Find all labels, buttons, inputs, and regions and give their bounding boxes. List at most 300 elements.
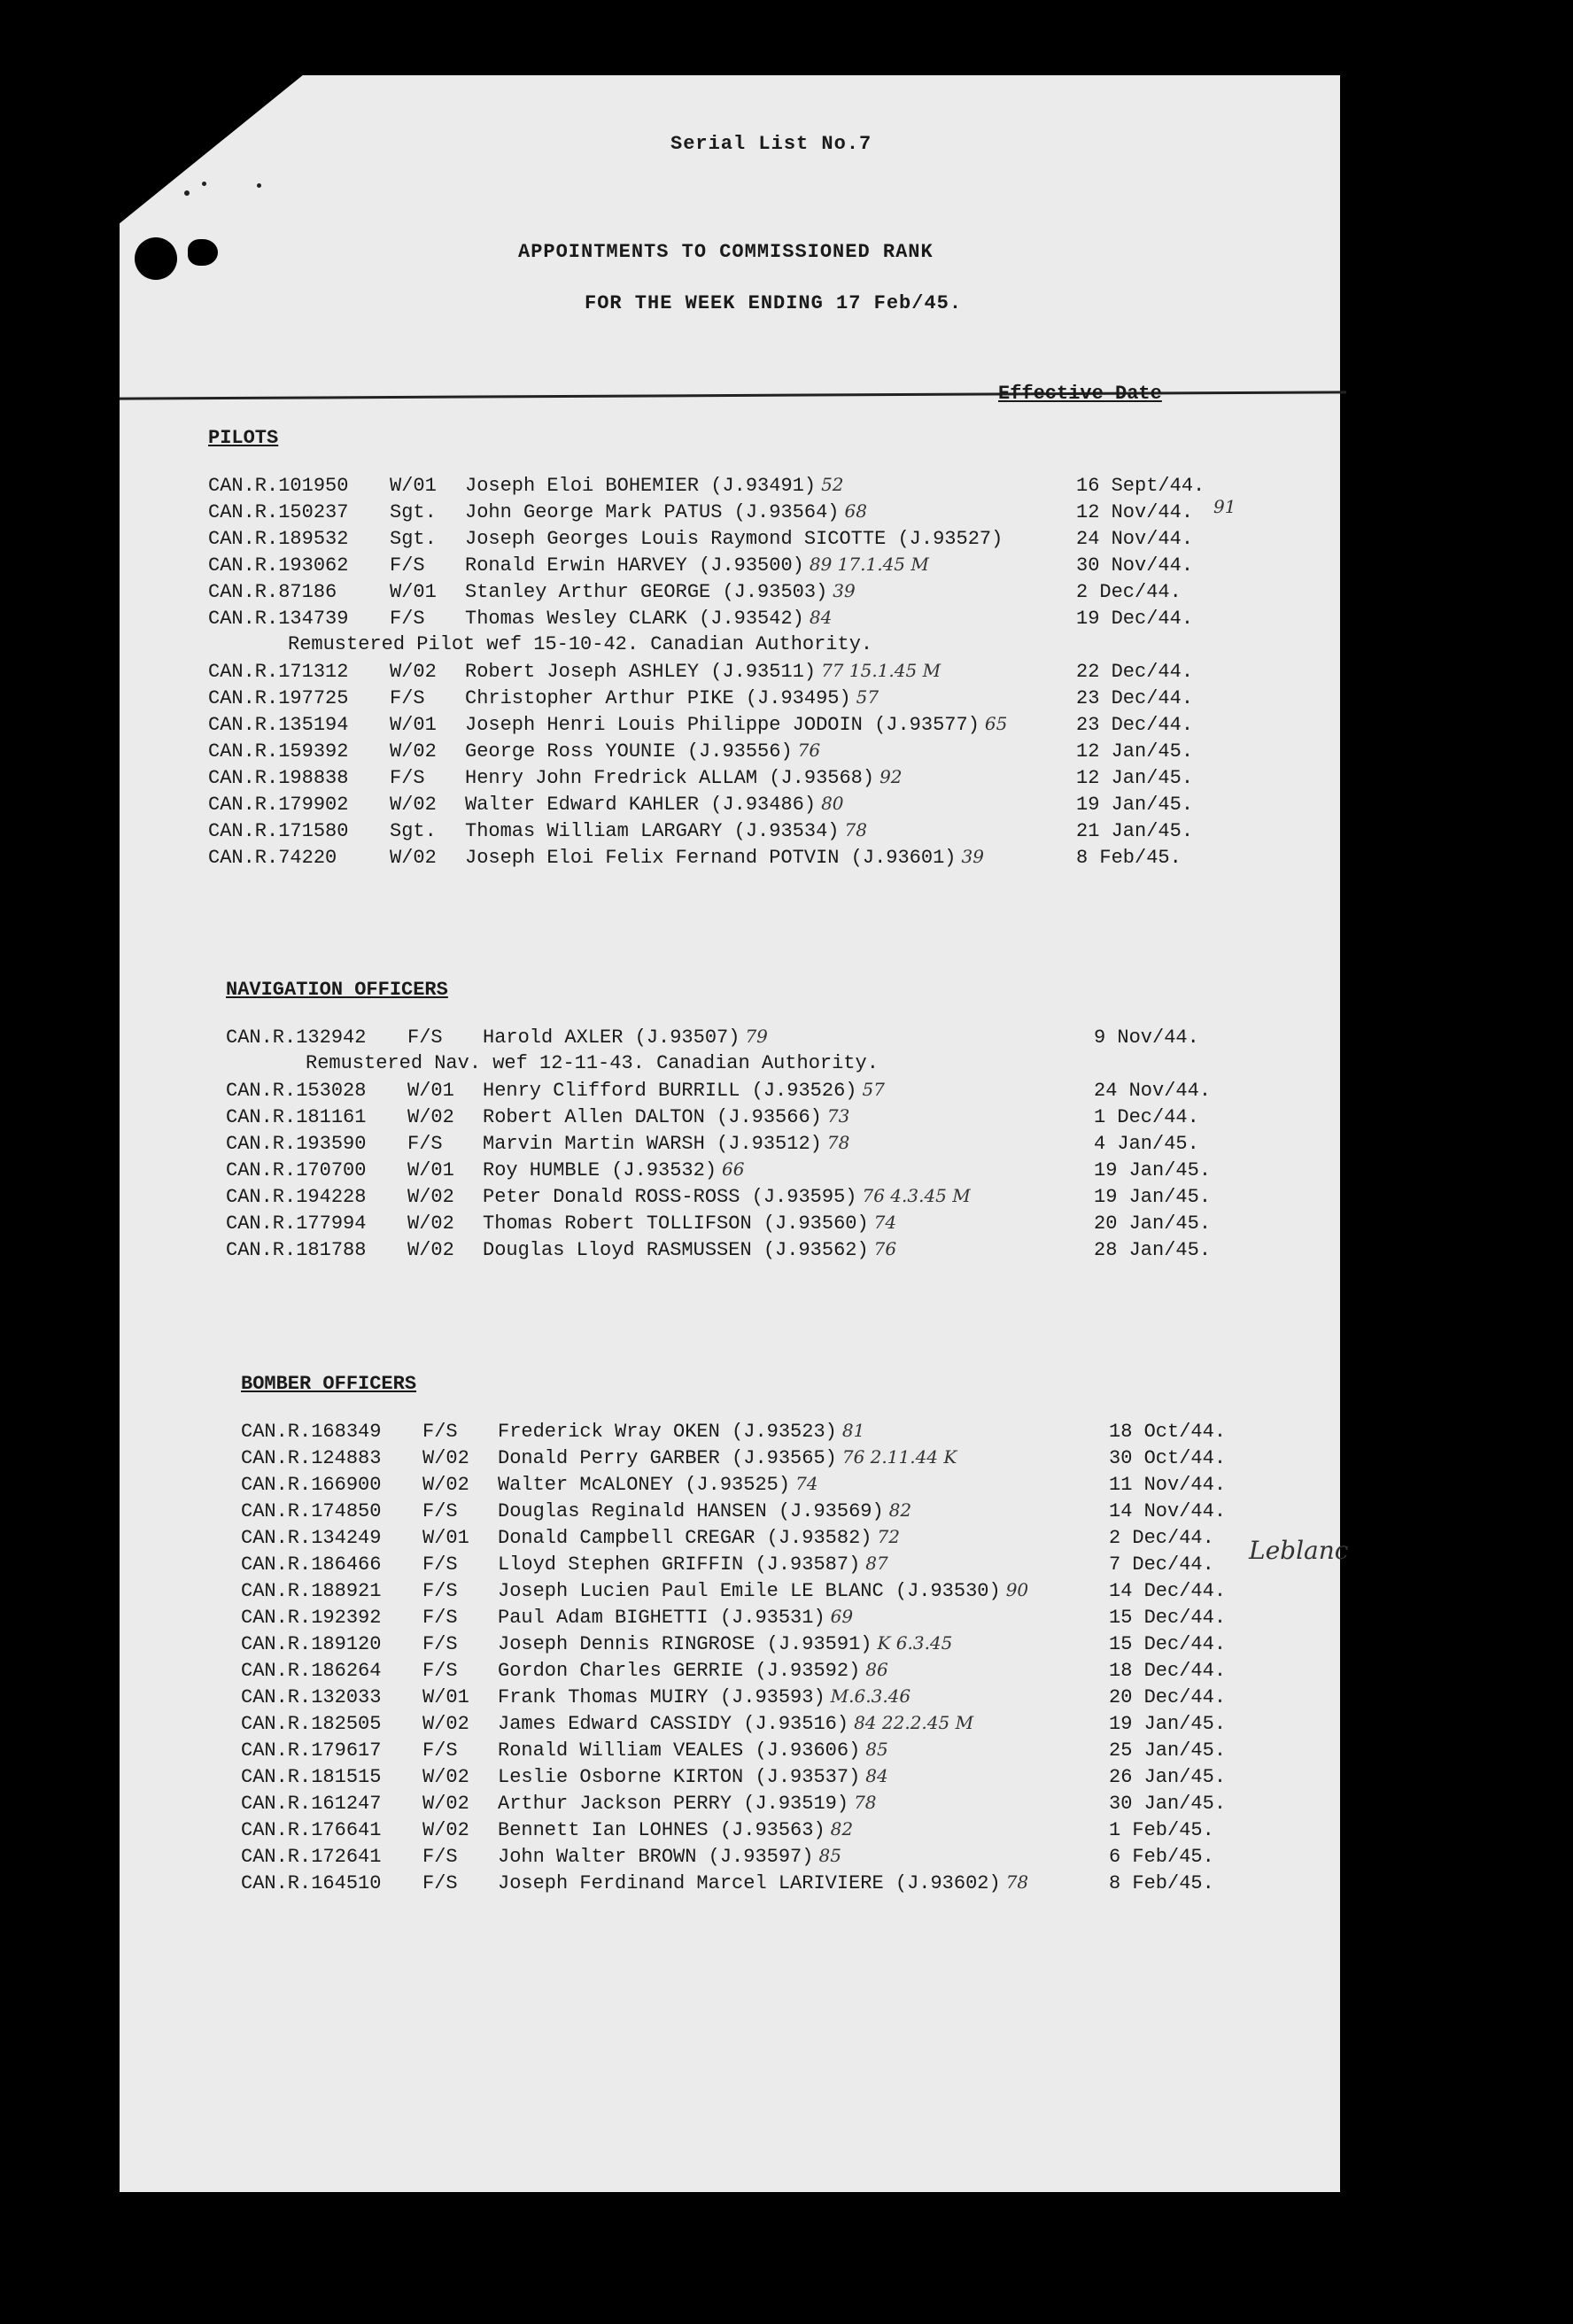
effective-date: 9 Nov/44. [1094, 1026, 1199, 1049]
punch-hole [135, 237, 177, 280]
service-number: CAN.R.179617 [241, 1739, 382, 1762]
rank: F/S [390, 608, 425, 630]
table-row [226, 1132, 1227, 1158]
rank: W/02 [407, 1239, 454, 1261]
effective-date: 26 Jan/45. [1109, 1766, 1227, 1788]
service-number: CAN.R.166900 [241, 1474, 382, 1496]
handwritten-annotation: 76 4.3.45 M [862, 1185, 971, 1206]
officer-name-text: Donald Campbell CREGAR (J.93582) [498, 1527, 872, 1549]
pilots-section [208, 427, 1209, 872]
officer-name-text: Bennett Ian LOHNES (J.93563) [498, 1819, 825, 1841]
handwritten-annotation: 79 [745, 1026, 768, 1047]
table-row [208, 554, 1209, 580]
effective-date: 15 Dec/44. [1109, 1607, 1227, 1629]
effective-date: 19 Jan/45. [1094, 1159, 1212, 1181]
punch-hole [188, 239, 218, 266]
effective-date: 22 Dec/44. [1076, 661, 1194, 683]
table-row [226, 1238, 1227, 1265]
effective-date: 20 Jan/45. [1094, 1212, 1212, 1235]
effective-date: 7 Dec/44. [1109, 1553, 1214, 1576]
rank: W/02 [390, 794, 437, 816]
handwritten-annotation: 92 [879, 766, 903, 787]
officer-name [465, 474, 1076, 497]
officer-name [483, 1185, 1094, 1208]
officer-name-text: Joseph Eloi Felix Fernand POTVIN (J.93601) [465, 847, 957, 869]
officer-name-text: Leslie Osborne KIRTON (J.93537) [498, 1766, 861, 1788]
rank: F/S [407, 1026, 443, 1049]
speck [184, 190, 190, 196]
officer-name-text: George Ross YOUNIE (J.93556) [465, 740, 793, 763]
officer-name-text: Joseph Henri Louis Philippe JODOIN (J.93577) [465, 714, 980, 736]
officer-name [483, 1238, 1094, 1261]
service-number: CAN.R.193590 [226, 1133, 367, 1155]
rank: F/S [422, 1421, 458, 1443]
officer-name-text: John Walter BROWN (J.93597) [498, 1846, 814, 1868]
officer-name-text: Joseph Ferdinand Marcel LARIVIERE (J.93602) [498, 1872, 1001, 1894]
officer-name [498, 1446, 1109, 1469]
handwritten-annotation: 78 [844, 819, 867, 841]
rank: W/01 [422, 1527, 469, 1549]
effective-date: 18 Oct/44. [1109, 1421, 1227, 1443]
officer-name-text: Robert Allen DALTON (J.93566) [483, 1106, 822, 1128]
table-row [241, 1499, 1242, 1526]
service-number: CAN.R.189532 [208, 528, 349, 550]
handwritten-annotation: 39 [833, 580, 856, 601]
officer-name-text: Harold AXLER (J.93507) [483, 1026, 740, 1049]
service-number: CAN.R.182505 [241, 1713, 382, 1735]
officer-name-text: Walter Edward KAHLER (J.93486) [465, 794, 817, 816]
table-row [226, 1212, 1227, 1238]
officer-name-text: Frederick Wray OKEN (J.93523) [498, 1421, 837, 1443]
officer-name [498, 1473, 1109, 1496]
document-title: APPOINTMENTS TO COMMISSIONED RANK [518, 241, 934, 263]
officer-name [498, 1420, 1109, 1443]
officer-name [498, 1765, 1109, 1788]
service-number: CAN.R.135194 [208, 714, 349, 736]
handwritten-annotation: 72 [877, 1526, 900, 1547]
rank: W/02 [422, 1474, 469, 1496]
officer-name-text: Thomas Robert TOLLIFSON (J.93560) [483, 1212, 869, 1235]
effective-date: 19 Jan/45. [1109, 1713, 1227, 1735]
officer-name [465, 660, 1076, 683]
officer-name-text: Roy HUMBLE (J.93532) [483, 1159, 717, 1181]
rank: W/01 [407, 1159, 454, 1181]
table-row [241, 1553, 1242, 1579]
table-row [226, 1079, 1227, 1105]
pilots-remark: Remustered Pilot wef 15-10-42. Canadian Authority. [288, 633, 873, 655]
handwritten-annotation: 84 [865, 1765, 888, 1786]
rank: W/02 [422, 1447, 469, 1469]
rank: F/S [422, 1500, 458, 1522]
handwritten-annotation: 39 [961, 846, 984, 867]
officer-name-text: Joseph Georges Louis Raymond SICOTTE (J.93527) [465, 528, 1003, 550]
officer-name [465, 580, 1076, 603]
table-row [241, 1712, 1242, 1739]
effective-date: 6 Feb/45. [1109, 1846, 1214, 1868]
handwritten-annotation: 57 [856, 686, 879, 708]
pilots-list-2 [208, 660, 1209, 872]
service-number: CAN.R.172641 [241, 1846, 382, 1868]
officer-name [465, 607, 1076, 630]
navigation-section [226, 979, 1227, 1265]
table-row [241, 1446, 1242, 1473]
table-row [208, 819, 1209, 846]
handwritten-annotation: 89 17.1.45 M [809, 554, 929, 575]
table-row [241, 1685, 1242, 1712]
effective-date: 11 Nov/44. [1109, 1474, 1227, 1496]
rank: F/S [390, 554, 425, 577]
officer-name-text: Marvin Martin WARSH (J.93512) [483, 1133, 822, 1155]
rank: F/S [422, 1553, 458, 1576]
officer-name [498, 1553, 1109, 1576]
officer-name-text: Douglas Lloyd RASMUSSEN (J.93562) [483, 1239, 869, 1261]
table-row [241, 1739, 1242, 1765]
officer-name-text: Gordon Charles GERRIE (J.93592) [498, 1660, 861, 1682]
handwritten-annotation: 76 [873, 1238, 897, 1259]
table-row [208, 474, 1209, 500]
rank: W/01 [390, 581, 437, 603]
rank: F/S [422, 1580, 458, 1602]
service-number: CAN.R.171580 [208, 820, 349, 842]
rank: W/02 [390, 740, 437, 763]
officer-name [465, 686, 1076, 709]
service-number: CAN.R.168349 [241, 1421, 382, 1443]
rank: W/02 [407, 1212, 454, 1235]
pilots-list [208, 474, 1209, 633]
rank: F/S [422, 1846, 458, 1868]
handwritten-annotation: 66 [722, 1158, 745, 1180]
service-number: CAN.R.181515 [241, 1766, 382, 1788]
handwritten-annotation: 86 [865, 1659, 888, 1680]
handwritten-annotation: 87 [865, 1553, 888, 1574]
officer-name-text: Ronald Erwin HARVEY (J.93500) [465, 554, 804, 577]
table-row [226, 1158, 1227, 1185]
officer-name-text: Joseph Dennis RINGROSE (J.93591) [498, 1633, 872, 1655]
table-row [208, 527, 1209, 554]
section-title-bomber: BOMBER OFFICERS [241, 1373, 417, 1395]
margin-note: Leblanc [1249, 1536, 1349, 1565]
service-number: CAN.R.186466 [241, 1553, 382, 1576]
table-row [208, 686, 1209, 713]
effective-date: 28 Jan/45. [1094, 1239, 1212, 1261]
rank: F/S [422, 1739, 458, 1762]
officer-name-text: Joseph Eloi BOHEMIER (J.93491) [465, 475, 817, 497]
officer-name [498, 1659, 1109, 1682]
rank: F/S [407, 1133, 443, 1155]
handwritten-annotation: 74 [873, 1212, 897, 1233]
rank: W/01 [390, 475, 437, 497]
service-number: CAN.R.193062 [208, 554, 349, 577]
officer-name [483, 1212, 1094, 1235]
effective-date: 12 Nov/44. [1076, 501, 1194, 523]
handwritten-annotation: 74 [795, 1473, 818, 1494]
officer-name-text: Robert Joseph ASHLEY (J.93511) [465, 661, 817, 683]
service-number: CAN.R.132033 [241, 1686, 382, 1708]
officer-name [498, 1871, 1109, 1894]
service-number: CAN.R.164510 [241, 1872, 382, 1894]
service-number: CAN.R.134739 [208, 608, 349, 630]
rank: F/S [390, 687, 425, 709]
effective-date-header: Effective Date [998, 383, 1162, 405]
officer-name [465, 846, 1076, 869]
effective-date: 23 Dec/44. [1076, 714, 1194, 736]
handwritten-annotation: 78 [854, 1792, 877, 1813]
officer-name-text: Stanley Arthur GEORGE (J.93503) [465, 581, 828, 603]
service-number: CAN.R.177994 [226, 1212, 367, 1235]
effective-date: 14 Dec/44. [1109, 1580, 1227, 1602]
service-number: CAN.R.174850 [241, 1500, 382, 1522]
rank: F/S [390, 767, 425, 789]
service-number: CAN.R.181161 [226, 1106, 367, 1128]
table-row [208, 660, 1209, 686]
officer-name-text: Henry Clifford BURRILL (J.93526) [483, 1080, 857, 1102]
officer-name-text: Arthur Jackson PERRY (J.93519) [498, 1793, 849, 1815]
effective-date: 1 Dec/44. [1094, 1106, 1199, 1128]
effective-date: 2 Dec/44. [1109, 1527, 1214, 1549]
officer-name [465, 527, 1076, 550]
table-row [226, 1026, 1227, 1052]
effective-date: 2 Dec/44. [1076, 581, 1182, 603]
serial-list-title: Serial List No.7 [670, 133, 872, 155]
rank: W/02 [422, 1793, 469, 1815]
service-number: CAN.R.161247 [241, 1793, 382, 1815]
service-number: CAN.R.181788 [226, 1239, 367, 1261]
table-row [208, 607, 1209, 633]
table-row [241, 1606, 1242, 1632]
table-row [208, 500, 1209, 527]
officer-name-text: Thomas Wesley CLARK (J.93542) [465, 608, 804, 630]
rank: W/01 [390, 714, 437, 736]
effective-date: 21 Jan/45. [1076, 820, 1194, 842]
service-number: CAN.R.192392 [241, 1607, 382, 1629]
service-number: CAN.R.189120 [241, 1633, 382, 1655]
bomber-list [241, 1420, 1242, 1898]
section-title-navigation: NAVIGATION OFFICERS [226, 979, 448, 1001]
table-row [241, 1473, 1242, 1499]
service-number: CAN.R.87186 [208, 581, 337, 603]
officer-name [498, 1818, 1109, 1841]
table-row [208, 846, 1209, 872]
handwritten-annotation: 90 [1005, 1579, 1029, 1600]
officer-name-text: Donald Perry GARBER (J.93565) [498, 1447, 837, 1469]
effective-date: 12 Jan/45. [1076, 767, 1194, 789]
rank: F/S [422, 1660, 458, 1682]
service-number: CAN.R.74220 [208, 847, 337, 869]
officer-name-text: John George Mark PATUS (J.93564) [465, 501, 840, 523]
officer-name [483, 1158, 1094, 1181]
table-row [241, 1579, 1242, 1606]
rank: W/02 [422, 1713, 469, 1735]
handwritten-annotation: 78 [1005, 1871, 1029, 1893]
service-number: CAN.R.197725 [208, 687, 349, 709]
officer-name [465, 500, 1076, 523]
table-row [241, 1845, 1242, 1871]
effective-date: 24 Nov/44. [1094, 1080, 1212, 1102]
rank: Sgt. [390, 820, 437, 842]
handwritten-annotation: 76 2.11.44 K [841, 1446, 957, 1468]
handwritten-annotation: K 6.3.45 [877, 1632, 953, 1654]
officer-name [498, 1792, 1109, 1815]
table-row [241, 1818, 1242, 1845]
table-row [241, 1632, 1242, 1659]
section-title-pilots: PILOTS [208, 427, 279, 449]
handwritten-annotation: 69 [830, 1606, 854, 1627]
handwritten-annotation: 68 [844, 500, 867, 522]
rank: W/02 [422, 1819, 469, 1841]
officer-name [498, 1632, 1109, 1655]
service-number: CAN.R.194228 [226, 1186, 367, 1208]
officer-name-text: Christopher Arthur PIKE (J.93495) [465, 687, 851, 709]
handwritten-annotation: M.6.3.46 [830, 1685, 911, 1707]
officer-name [498, 1499, 1109, 1522]
service-number: CAN.R.186264 [241, 1660, 382, 1682]
document-subtitle: FOR THE WEEK ENDING 17 Feb/45. [585, 292, 963, 314]
effective-date: 15 Dec/44. [1109, 1633, 1227, 1655]
service-number: CAN.R.176641 [241, 1819, 382, 1841]
effective-date: 19 Dec/44. [1076, 608, 1194, 630]
officer-name [483, 1026, 1094, 1049]
table-row [241, 1420, 1242, 1446]
table-row [208, 793, 1209, 819]
effective-date: 8 Feb/45. [1109, 1872, 1214, 1894]
bomber-section [241, 1373, 1242, 1898]
handwritten-annotation: 52 [821, 474, 844, 495]
officer-name-text: Henry John Fredrick ALLAM (J.93568) [465, 767, 875, 789]
table-row [208, 740, 1209, 766]
rank: W/02 [390, 661, 437, 683]
rank: Sgt. [390, 501, 437, 523]
effective-date: 18 Dec/44. [1109, 1660, 1227, 1682]
table-row [226, 1185, 1227, 1212]
rank: F/S [422, 1607, 458, 1629]
pilot-margin-note: 91 [1213, 496, 1236, 517]
handwritten-annotation: 76 [797, 740, 821, 761]
rank: Sgt. [390, 528, 437, 550]
speck [257, 183, 261, 188]
service-number: CAN.R.150237 [208, 501, 349, 523]
officer-name [483, 1132, 1094, 1155]
officer-name [498, 1685, 1109, 1708]
effective-date: 24 Nov/44. [1076, 528, 1194, 550]
effective-date: 19 Jan/45. [1094, 1186, 1212, 1208]
handwritten-annotation: 82 [888, 1499, 912, 1521]
officer-name-text: Walter McALONEY (J.93525) [498, 1474, 791, 1496]
officer-name [465, 819, 1076, 842]
handwritten-annotation: 73 [826, 1105, 850, 1127]
rank: F/S [422, 1633, 458, 1655]
handwritten-annotation: 78 [826, 1132, 850, 1153]
handwritten-annotation: 80 [821, 793, 844, 814]
handwritten-annotation: 84 22.2.45 M [854, 1712, 974, 1733]
table-row [241, 1792, 1242, 1818]
service-number: CAN.R.188921 [241, 1580, 382, 1602]
effective-date: 12 Jan/45. [1076, 740, 1194, 763]
officer-name-text: Thomas William LARGARY (J.93534) [465, 820, 840, 842]
handwritten-annotation: 82 [830, 1818, 854, 1840]
table-row [208, 713, 1209, 740]
effective-date: 30 Nov/44. [1076, 554, 1194, 577]
rank: F/S [422, 1872, 458, 1894]
service-number: CAN.R.134249 [241, 1527, 382, 1549]
officer-name-text: Peter Donald ROSS-ROSS (J.93595) [483, 1186, 857, 1208]
service-number: CAN.R.170700 [226, 1159, 367, 1181]
service-number: CAN.R.124883 [241, 1447, 382, 1469]
handwritten-annotation: 84 [809, 607, 833, 628]
rank: W/02 [407, 1186, 454, 1208]
rank: W/02 [407, 1106, 454, 1128]
officer-name [498, 1606, 1109, 1629]
officer-name-text: James Edward CASSIDY (J.93516) [498, 1713, 849, 1735]
effective-date: 14 Nov/44. [1109, 1500, 1227, 1522]
officer-name [498, 1526, 1109, 1549]
effective-date: 16 Sept/44. [1076, 475, 1205, 497]
effective-date: 20 Dec/44. [1109, 1686, 1227, 1708]
service-number: CAN.R.101950 [208, 475, 349, 497]
navigation-list-2 [226, 1079, 1227, 1265]
service-number: CAN.R.132942 [226, 1026, 367, 1049]
service-number: CAN.R.179902 [208, 794, 349, 816]
effective-date: 30 Jan/45. [1109, 1793, 1227, 1815]
speck [202, 182, 206, 186]
navigation-remark: Remustered Nav. wef 12-11-43. Canadian Authority. [306, 1052, 879, 1074]
officer-name [498, 1739, 1109, 1762]
handwritten-annotation: 81 [841, 1420, 865, 1441]
effective-date: 8 Feb/45. [1076, 847, 1182, 869]
table-row [241, 1871, 1242, 1898]
handwritten-annotation: 85 [865, 1739, 888, 1760]
service-number: CAN.R.153028 [226, 1080, 367, 1102]
officer-name [465, 766, 1076, 789]
handwritten-annotation: 77 15.1.45 M [821, 660, 941, 681]
table-row [241, 1659, 1242, 1685]
officer-name [465, 713, 1076, 736]
rank: W/01 [407, 1080, 454, 1102]
effective-date: 25 Jan/45. [1109, 1739, 1227, 1762]
officer-name-text: Paul Adam BIGHETTI (J.93531) [498, 1607, 825, 1629]
handwritten-annotation: 65 [984, 713, 1008, 734]
rank: W/02 [390, 847, 437, 869]
service-number: CAN.R.171312 [208, 661, 349, 683]
service-number: CAN.R.159392 [208, 740, 349, 763]
effective-date: 4 Jan/45. [1094, 1133, 1199, 1155]
effective-date: 30 Oct/44. [1109, 1447, 1227, 1469]
handwritten-annotation: 85 [818, 1845, 841, 1866]
officer-name [498, 1845, 1109, 1868]
effective-date: 19 Jan/45. [1076, 794, 1194, 816]
service-number: CAN.R.198838 [208, 767, 349, 789]
officer-name [498, 1579, 1109, 1602]
officer-name [465, 793, 1076, 816]
officer-name [465, 740, 1076, 763]
officer-name-text: Joseph Lucien Paul Emile LE BLANC (J.93530) [498, 1580, 1001, 1602]
officer-name [483, 1079, 1094, 1102]
handwritten-annotation: 57 [862, 1079, 885, 1100]
officer-name [498, 1712, 1109, 1735]
table-row [208, 766, 1209, 793]
officer-name-text: Frank Thomas MUIRY (J.93593) [498, 1686, 825, 1708]
table-row [226, 1105, 1227, 1132]
table-row [241, 1765, 1242, 1792]
effective-date: 1 Feb/45. [1109, 1819, 1214, 1841]
navigation-list [226, 1026, 1227, 1052]
rank: W/02 [422, 1766, 469, 1788]
table-row [241, 1526, 1242, 1553]
officer-name [483, 1105, 1094, 1128]
table-row [208, 580, 1209, 607]
officer-name [465, 554, 1076, 577]
effective-date: 23 Dec/44. [1076, 687, 1194, 709]
officer-name-text: Lloyd Stephen GRIFFIN (J.93587) [498, 1553, 861, 1576]
